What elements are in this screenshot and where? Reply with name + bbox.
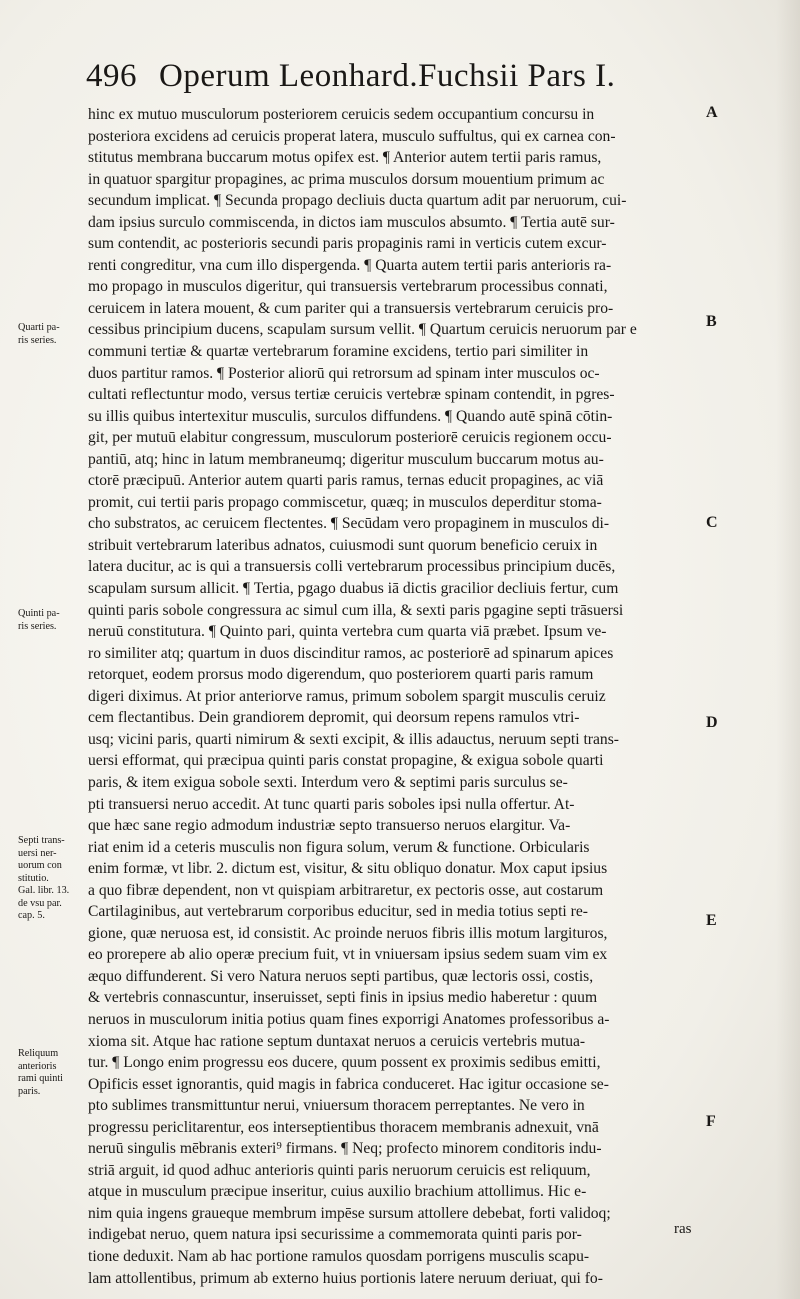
text-line: pto sublimes transmittuntur nerui, vniuersum thoracem perreptantes. Ne vero in: [88, 1097, 585, 1115]
page-gutter-shadow: [776, 0, 800, 1299]
catchword: ras: [674, 1221, 692, 1237]
text-line: pantiū, atq; hinc in latum membraneumq; digeritur musculum buccarum motus au-: [88, 450, 604, 468]
text-line: posteriora excidens ad ceruicis properat latera, musculo suffultus, qui ex carnea con-: [88, 127, 616, 145]
text-line: secundum implicat. ¶ Secunda propago decliuis ducta quartum adit par neruorum, cui-: [88, 192, 627, 210]
margin-note-line: Quarti pa-: [18, 322, 60, 333]
text-line: cem flectantibus. Dein grandiorem depromit, qui deorsum repens ramulos vtri-: [88, 709, 580, 727]
margin-note-line: Septi trans-: [18, 835, 65, 846]
margin-note: [18, 322, 82, 347]
text-line: striā arguit, id quod adhuc anterioris quinti paris neruorum ceruicis est reliquum,: [88, 1161, 591, 1179]
text-line: a quo fibræ dependent, non vt quispiam arbitraretur, ex pectoris osse, aut costarum: [88, 881, 604, 899]
margin-note-line: Gal. libr. 13.: [18, 885, 70, 896]
text-line: que hæc sane regio admodum industriæ septo transuerso neruos elargitur. Va-: [88, 817, 571, 835]
text-line: stitutus membrana buccarum motus opifex est. ¶ Anterior autem tertii paris ramus,: [88, 149, 602, 167]
text-line: cultati reflectuntur modo, versus tertiæ ceruicis vertebræ spinam contendit, in pgres-: [88, 386, 615, 404]
text-line: xioma sit. Atque hac ratione septum duntaxat neruos a ceruicis vertebris mutua-: [88, 1032, 586, 1050]
text-line: mo propago in musculos digeritur, qui transuersis vertebrarum processibus connati,: [88, 278, 608, 296]
text-line: indigebat neruo, quem natura ipsi securissime a commemorata quinti paris por-: [88, 1226, 582, 1244]
margin-note-line: ris series.: [18, 620, 57, 632]
margin-note-line: uorum con: [18, 860, 62, 871]
running-title: Operum Leonhard.Fuchsii Pars I.: [159, 58, 616, 94]
text-line: git, per mutuū elabitur congressum, musculorum posteriorē ceruicis regionem occu-: [88, 429, 612, 447]
text-line: lam attollentibus, primum ab externo huius portionis latere neruum deriuat, qui fo-: [88, 1269, 603, 1287]
text-line: hinc ex mutuo musculorum posteriorem ceruicis sedem occupantium concursu in: [88, 106, 595, 123]
main-text-column: [88, 104, 708, 1289]
text-line: latera ducitur, ac is qui a transuersis colli vertebrarum processibus principium ducēs,: [88, 558, 616, 576]
margin-note-line: stitutio.: [18, 872, 49, 884]
text-line: ro similiter atq; quartum in duos discinditur ramos, ac posteriorē ad spinarum apices: [88, 644, 614, 662]
text-line: & vertebris connascuntur, inseruisset, septi finis in ipsius medio haberetur : quum: [88, 989, 598, 1007]
text-line: su illis quibus intertexitur musculis, surculos diffundens. ¶ Quando autē spinā cōtin-: [88, 407, 613, 425]
section-letter: D: [706, 714, 718, 731]
margin-note: [18, 608, 82, 633]
text-line: gione, quæ neruosa est, id consistit. Ac proinde neruos fibris illis motum largituros,: [88, 924, 608, 942]
page-header: [86, 58, 726, 106]
section-letter: B: [706, 313, 717, 330]
margin-note-line: rami quinti: [18, 1073, 63, 1084]
text-line: ctorē præcipuū. Anterior autem quarti paris ramus, ternas educit propagines, ac viā: [88, 472, 604, 490]
text-line: ceruicem in latera mouent, & cum pariter qui a transuersis vertebrarum ceruicis pro-: [88, 299, 614, 317]
section-letter: F: [706, 1113, 716, 1130]
text-line: tione deduxit. Nam ab hac portione ramulos quosdam porrigens musculis scapu-: [88, 1247, 590, 1265]
text-line: æquo diffunderent. Si vero Natura neruos septi partibus, quæ lectoris ossi, costis,: [88, 967, 594, 985]
text-line: cho substratos, ac ceruicem flectentes. ¶ Secūdam vero propaginem in musculos di-: [88, 515, 610, 533]
text-line: tur. ¶ Longo enim progressu eos ducere, quum possent ex proximis sedibus emitti,: [88, 1054, 601, 1072]
text-line: promit, cui tertii paris propago commiscetur, quæq; in musculos deperditur stoma-: [88, 493, 602, 511]
margin-note-line: Reliquum: [18, 1048, 59, 1059]
page-number: 496: [86, 58, 137, 94]
text-line: Cartilaginibus, aut vertebrarum corporibus educitur, sed in media totius septi re-: [88, 903, 588, 921]
text-line: paris, & item exigua sobole sexti. Interdum vero & septimi paris surculus se-: [88, 773, 568, 791]
text-line: in quatuor spargitur propagines, ac prima musculos dorsum mouentium primum ac: [88, 170, 605, 188]
text-line: communi tertiæ & quartæ vertebrarum foramine excidens, tertio pari similiter in: [88, 343, 589, 361]
text-line: stribuit vertebrarum lateribus adnatos, cuiusmodi sunt quorum beneficio ceruix in: [88, 536, 598, 554]
margin-note-line: cap. 5.: [18, 910, 45, 921]
text-line: sum contendit, ac posterioris secundi paris propaginis rami in verticis cutem excur-: [88, 235, 607, 253]
text-line: digeri diximus. At prior anteriorve ramus, primum sobolem spargit musculis ceruiz: [88, 687, 606, 705]
text-line: progressu periclitarentur, eos interseptientibus thoracem membranis adnexuit, vnā: [88, 1118, 599, 1136]
section-letter: C: [706, 514, 718, 531]
text-line: atque in musculum præcipue inseritur, cuius auxilio brachium attollimus. Hic e-: [88, 1183, 587, 1201]
margin-note-line: ris series.: [18, 334, 57, 346]
margin-note-line: de vsu par.: [18, 897, 62, 909]
text-line: retorquet, eodem prorsus modo digerendum, quo posteriorem quarti paris ramum: [88, 666, 594, 684]
text-line: neruū constitutura. ¶ Quinto pari, quinta vertebra cum quarta viā præbet. Ipsum ve-: [88, 623, 607, 641]
text-line: eo prorepere ab alio operæ precium fuit, vt in vniuersam ipsius sedem suam vim ex: [88, 946, 608, 964]
text-line: cessibus principium ducens, scapulam sursum vellit. ¶ Quartum ceruicis neruorum par e: [88, 321, 637, 339]
text-line: scapulam sursum allicit. ¶ Tertia, pgago duabus iā dictis gracilior decliuis fertur, cum: [88, 580, 619, 598]
text-line: dam ipsius surculo commiscenda, in dictos iam musculos absumto. ¶ Tertia autē sur-: [88, 213, 615, 231]
margin-note-line: anterioris: [18, 1060, 57, 1072]
text-line: neruū singulis mēbranis exteri⁹ firmans. ¶ Neq; profecto minorem conditoris indu-: [88, 1140, 602, 1158]
text-line: enim formæ, vt libr. 2. dictum est, visitur, & situ obliquo donatur. Mox caput ipsius: [88, 860, 608, 878]
text-line: usq; vicini paris, quarti nimirum & sexti excipit, & illis adauctus, neruum septi trans-: [88, 730, 619, 748]
text-line: pti transuersi neruo accedit. At tunc quarti paris soboles ipsi nulla offertur. At-: [88, 795, 575, 813]
margin-note-line: paris.: [18, 1085, 41, 1097]
margin-note-line: uersi ner-: [18, 847, 57, 859]
text-line: nim quia ingens graueque membrum impēse sursum attollere debebat, forti validoq;: [88, 1204, 611, 1222]
text-line: neruos in musculorum initia potius quam fines exporrigi Anatomes professoribus a-: [88, 1010, 610, 1028]
margin-note-line: Quinti pa-: [18, 608, 60, 619]
margin-note: [18, 835, 82, 923]
section-letter: E: [706, 912, 717, 929]
text-line: renti congreditur, vna cum illo dispergenda. ¶ Quarta autem tertii paris anterioris ra-: [88, 256, 612, 274]
section-letter: A: [706, 104, 718, 121]
text-line: quinti paris sobole congressura ac simul cum illa, & sexti paris pgagine septi trāsuersi: [88, 601, 624, 619]
text-line: uersi efformat, qui præcipua quinti paris constat propagine, & exigua sobole quarti: [88, 752, 604, 770]
text-line: duos partitur ramos. ¶ Posterior aliorū qui retrorsum ad spinam inter musculos oc-: [88, 364, 600, 382]
text-line: Opificis esset ignorantis, quid magis in fabrica conduceret. Hac igitur occasione se-: [88, 1075, 609, 1093]
text-line: riat enim id a ceteris musculis non figura solum, verum & functione. Orbicularis: [88, 838, 590, 856]
margin-note: [18, 1048, 82, 1098]
